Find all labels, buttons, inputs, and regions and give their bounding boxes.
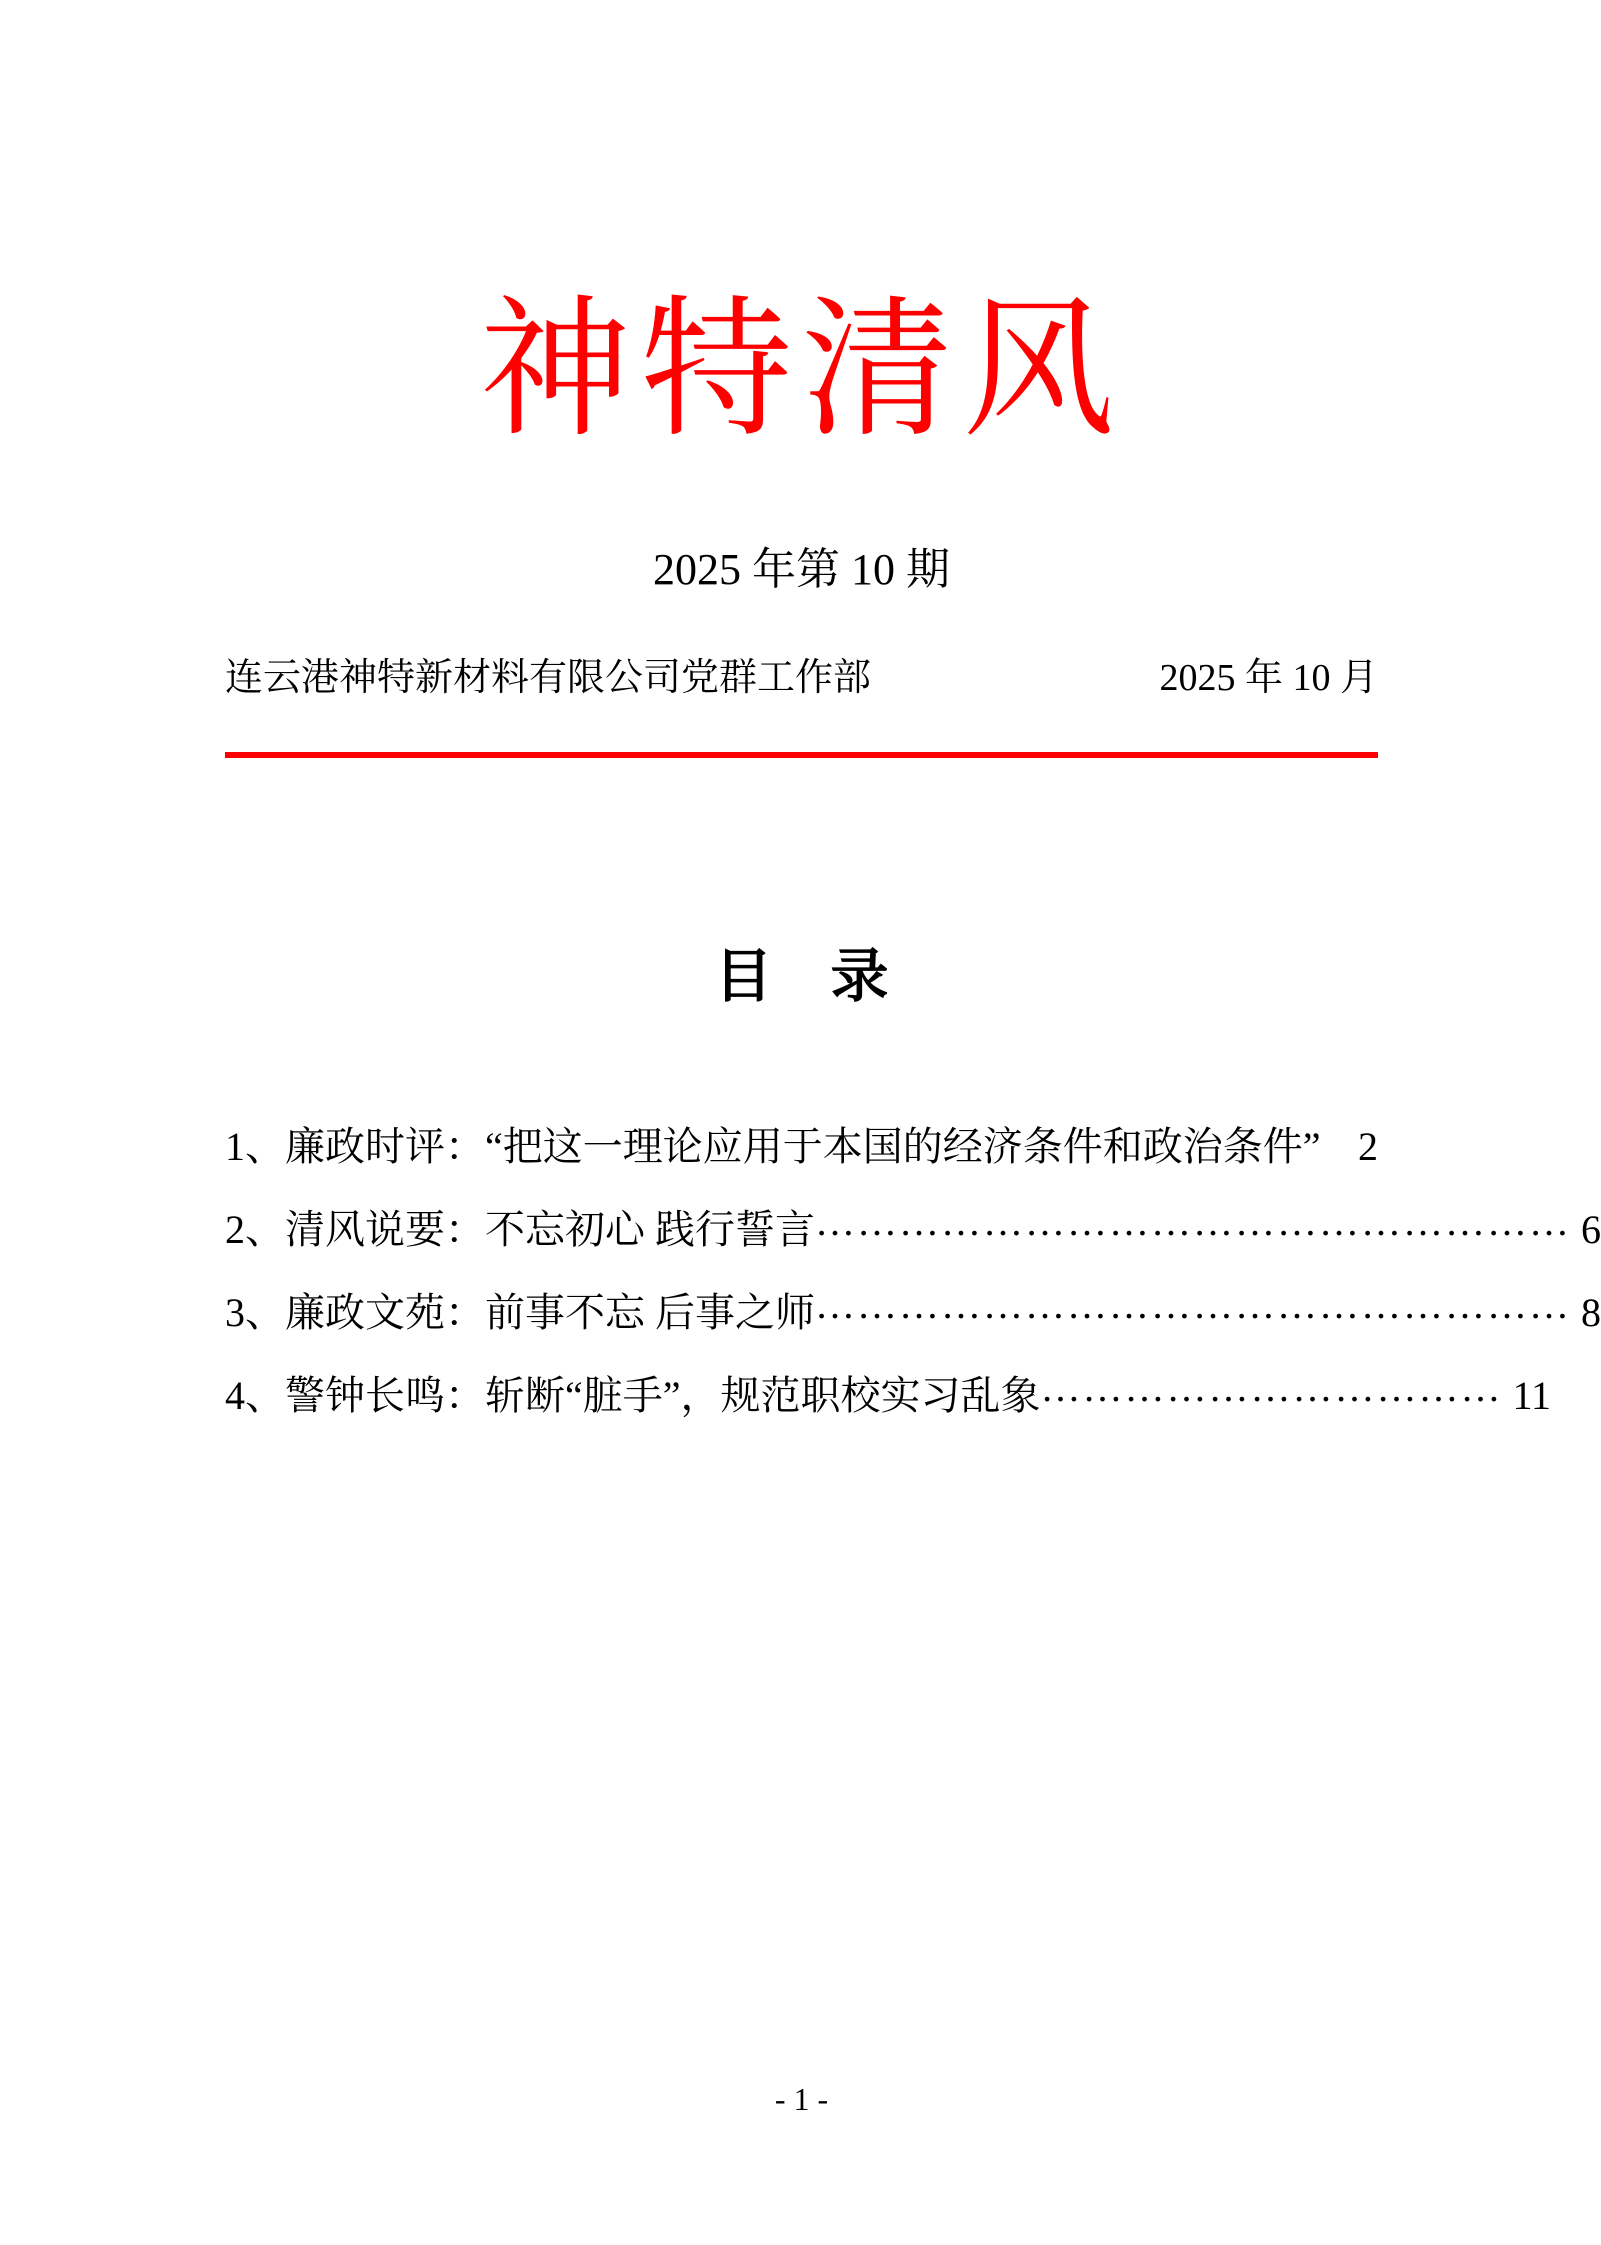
toc-entry	[225, 1271, 1601, 1354]
toc-entry-page-number: 6	[1581, 1206, 1601, 1252]
toc-entry-leader-dots: ………………………………………………	[815, 1199, 1571, 1245]
publisher-name: 连云港神特新材料有限公司党群工作部	[225, 657, 872, 699]
toc-entry	[225, 1188, 1601, 1271]
toc-entry-title: 4、警钟长鸣：斩断“脏手”，规范职校实习乱象	[225, 1372, 1041, 1418]
toc-entry-leader-dots: ………………………………………………	[815, 1282, 1571, 1328]
newsletter-title: 神特清风	[479, 287, 1124, 455]
toc-entry-title: 3、廉政文苑：前事不忘 后事之师	[225, 1289, 815, 1335]
toc-entry-page-number: 8	[1581, 1289, 1601, 1335]
issue-number: 2025 年第 10 期	[653, 545, 950, 594]
masthead-divider-rule	[225, 752, 1378, 758]
page-number-footer: - 1 -	[774, 2081, 829, 2117]
toc-entry-title: 2、清风说要：不忘初心 践行誓言	[225, 1206, 815, 1252]
toc-list	[225, 1105, 1601, 1437]
publisher-row	[225, 656, 1378, 702]
toc-entry	[225, 1354, 1552, 1437]
page-content	[225, 0, 1601, 2245]
toc-entry	[225, 1105, 1378, 1188]
toc-entry-page-number: 2	[1358, 1123, 1378, 1169]
toc-heading: 目 录	[714, 944, 889, 1009]
publication-date: 2025 年 10 月	[1159, 657, 1378, 699]
toc-entry-title: 1、廉政时评：“把这一理论应用于本国的经济条件和政治条件”	[225, 1123, 1321, 1169]
toc-entry-leader-dots: ……………………………	[1040, 1365, 1503, 1411]
toc-entry-page-number: 11	[1512, 1372, 1552, 1418]
